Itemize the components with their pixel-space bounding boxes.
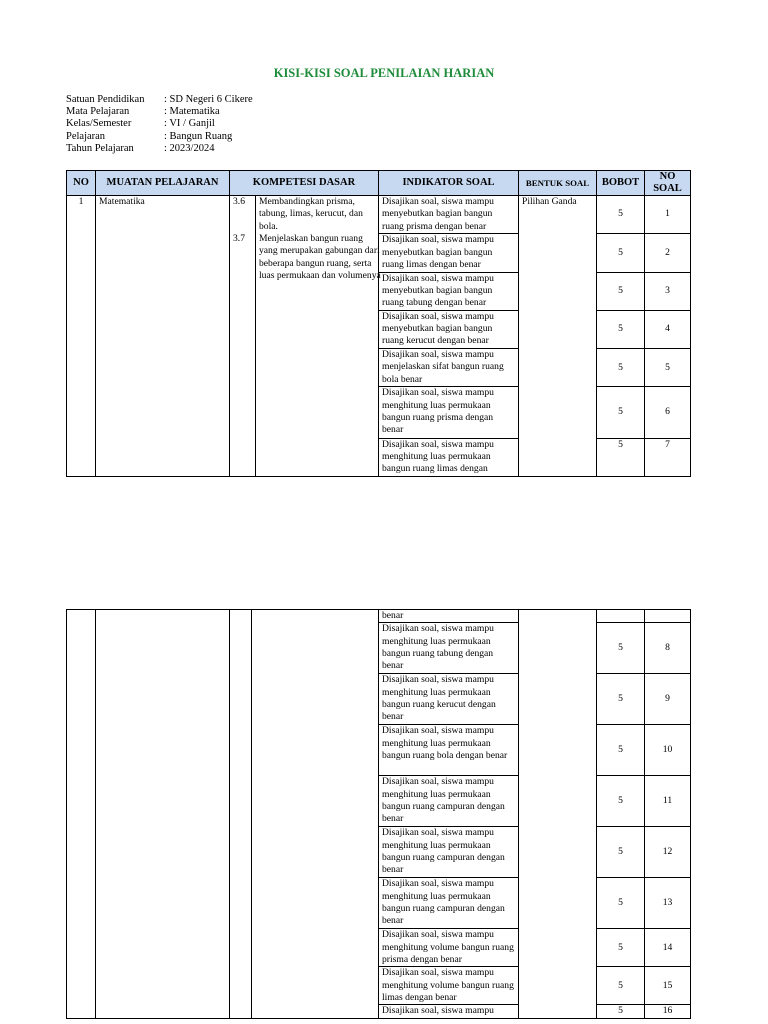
indicator-text: Disajikan soal, siswa mampu menghitung luas permukaan bangun ruang limas dengan	[379, 438, 519, 476]
indicator-text: Disajikan soal, siswa mampu menghitung volume bangun ruang prisma dengan benar	[379, 929, 519, 967]
indicator-text: Disajikan soal, siswa mampu menghitung luas permukaan bangun ruang campuran dengan benar	[379, 878, 519, 929]
meta-label: Tahun Pelajaran	[66, 142, 134, 154]
indicator-text: Disajikan soal, siswa mampu menghitung luas permukaan bangun ruang campuran dengan benar	[379, 776, 519, 827]
meta-row	[66, 143, 253, 155]
bobot-cell: 5	[597, 725, 645, 776]
no-soal-cell: 3	[645, 272, 691, 310]
kd2-number: 3.7	[233, 233, 245, 245]
no-soal-cell: 6	[645, 387, 691, 438]
no-soal-cell: 5	[645, 349, 691, 387]
bobot-cell: 5	[597, 929, 645, 967]
header-no-soal: NO SOAL	[645, 171, 691, 196]
bobot-cell: 5	[597, 827, 645, 878]
meta-value: : Bangun Ruang	[164, 130, 233, 142]
header-bentuk: BENTUK SOAL	[519, 171, 597, 196]
kd1-text: Membandingkan prisma, tabung, limas, kerucut, dan bola.	[259, 196, 363, 232]
header-kompetensi: KOMPETESI DASAR	[230, 171, 379, 196]
bobot-cell: 5	[597, 349, 645, 387]
indicator-text: Disajikan soal, siswa mampu menjelaskan sifat bangun ruang bola benar	[379, 349, 519, 387]
kd-text-col	[255, 196, 381, 476]
meta-label: Mata Pelajaran	[66, 106, 130, 118]
meta-value: : VI / Ganjil	[164, 118, 215, 130]
no-soal-cell: 15	[645, 967, 691, 1005]
meta-value: : SD Negeri 6 Cikere	[164, 94, 253, 105]
no-soal-cell: 7	[645, 438, 691, 476]
table-row	[67, 610, 691, 623]
no-soal-cell: 1	[645, 196, 691, 234]
meta-row	[66, 118, 253, 130]
header-muatan: MUATAN PELAJARAN	[96, 171, 230, 196]
kisi-kisi-table-page2	[66, 609, 691, 1019]
kd2-text: Menjelaskan bangun ruang yang merupakan gabungan dari beberapa bangun ruang, serta luas permukaan dan volumenya	[259, 233, 381, 281]
no-soal-cell: 12	[645, 827, 691, 878]
no-soal-cell: 10	[645, 725, 691, 776]
kd1-number: 3.6	[233, 196, 245, 207]
indicator-text: Disajikan soal, siswa mampu	[379, 1005, 519, 1018]
bobot-cell: 5	[597, 1005, 645, 1018]
indicator-text: Disajikan soal, siswa mampu menghitung luas permukaan bangun ruang kerucut dengan benar	[379, 674, 519, 725]
kisi-kisi-table-page1	[66, 170, 691, 477]
empty-no-soal-cell	[645, 610, 691, 623]
bobot-cell: 5	[597, 234, 645, 272]
indicator-text: Disajikan soal, siswa mampu menyebutkan bagian bangun ruang kerucut dengan benar	[379, 310, 519, 348]
meta-row	[66, 106, 253, 118]
empty-bobot-cell	[597, 610, 645, 623]
header-bobot: BOBOT	[597, 171, 645, 196]
empty-no-cell	[67, 610, 96, 1019]
bobot-cell: 5	[597, 196, 645, 234]
header-indikator: INDIKATOR SOAL	[379, 171, 519, 196]
bobot-cell: 5	[597, 776, 645, 827]
bobot-cell: 5	[597, 967, 645, 1005]
empty-muatan-cell	[96, 610, 230, 1019]
row-kompetensi	[230, 196, 379, 477]
no-soal-cell: 16	[645, 1005, 691, 1018]
bobot-cell: 5	[597, 387, 645, 438]
indicator-text: Disajikan soal, siswa mampu menghitung luas permukaan bangun ruang bola dengan benar	[379, 725, 519, 776]
empty-bentuk-cell	[519, 610, 597, 1019]
no-soal-cell: 14	[645, 929, 691, 967]
bobot-cell: 5	[597, 878, 645, 929]
indicator-text: Disajikan soal, siswa mampu menyebutkan bagian bangun ruang limas dengan benar	[379, 234, 519, 272]
row-muatan: Matematika	[96, 196, 230, 477]
bobot-cell: 5	[597, 623, 645, 674]
document-title: KISI-KISI SOAL PENILAIAN HARIAN	[273, 66, 495, 80]
row-bentuk: Pilihan Ganda	[519, 196, 597, 477]
meta-label: Kelas/Semester	[66, 118, 132, 130]
meta-row	[66, 94, 253, 106]
bobot-cell: 5	[597, 272, 645, 310]
table-row	[67, 196, 691, 234]
row-no: 1	[67, 196, 96, 477]
indicator-text: Disajikan soal, siswa mampu menghitung luas permukaan bangun ruang tabung dengan benar	[379, 623, 519, 674]
no-soal-cell: 9	[645, 674, 691, 725]
header-row	[67, 171, 691, 196]
indicator-text: Disajikan soal, siswa mampu menghitung luas permukaan bangun ruang campuran dengan benar	[379, 827, 519, 878]
meta-row	[66, 131, 253, 143]
meta-block	[66, 94, 253, 155]
no-soal-cell: 13	[645, 878, 691, 929]
empty-kd-text-cell	[252, 610, 379, 1019]
meta-value: : 2023/2024	[164, 142, 215, 154]
bobot-cell: 5	[597, 438, 645, 476]
kd-block	[233, 196, 381, 476]
bobot-cell: 5	[597, 310, 645, 348]
header-no: NO	[67, 171, 96, 196]
no-soal-cell: 4	[645, 310, 691, 348]
no-soal-cell: 2	[645, 234, 691, 272]
kd-number-col	[233, 196, 255, 476]
meta-label: Satuan Pendidikan	[66, 94, 145, 105]
no-soal-cell: 8	[645, 623, 691, 674]
meta-value: : Matematika	[164, 106, 220, 118]
indicator-continuation: benar	[379, 610, 519, 623]
indicator-text: Disajikan soal, siswa mampu menghitung luas permukaan bangun ruang prisma dengan benar	[379, 387, 519, 438]
empty-kd-number-cell	[230, 610, 252, 1019]
bobot-cell: 5	[597, 674, 645, 725]
no-soal-cell: 11	[645, 776, 691, 827]
meta-label: Pelajaran	[66, 130, 106, 142]
indicator-text: Disajikan soal, siswa mampu menyebutkan bagian bangun ruang tabung dengan benar	[379, 272, 519, 310]
indicator-text: Disajikan soal, siswa mampu menyebutkan bagian bangun ruang prisma dengan benar	[379, 196, 519, 234]
indicator-text: Disajikan soal, siswa mampu menghitung volume bangun ruang limas dengan benar	[379, 967, 519, 1005]
